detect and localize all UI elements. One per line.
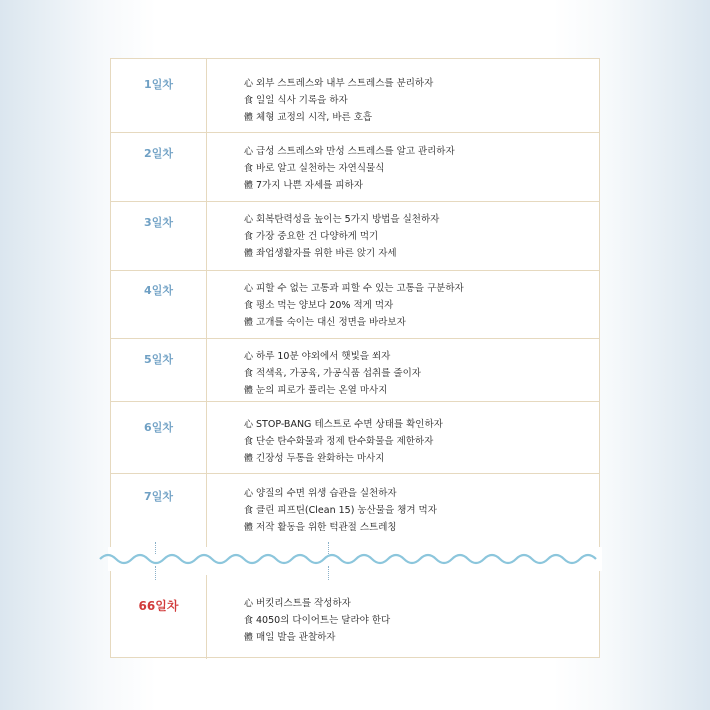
day-items (244, 75, 433, 126)
day-label-final: 66일차 (138, 599, 179, 613)
day-label: 4일차 (144, 284, 173, 297)
row-divider (111, 201, 599, 202)
day-items (244, 485, 437, 536)
ellipsis-dots (155, 542, 156, 554)
day-items (244, 595, 390, 646)
food-icon: 食 (244, 506, 254, 516)
list-item: 食 가장 중요한 건 다양하게 먹기 (244, 231, 379, 242)
food-icon: 食 (244, 369, 254, 379)
mind-icon: 心 (244, 352, 254, 362)
food-icon: 食 (244, 232, 254, 242)
list-item: 體 7가지 나쁜 자세를 피하자 (244, 180, 363, 191)
day-label: 2일차 (144, 147, 173, 160)
list-item: 心 하루 10분 야외에서 햇빛을 쐬자 (244, 351, 391, 362)
list-item: 食 적색육, 가공육, 가공식품 섭취를 줄이자 (244, 368, 421, 379)
list-item: 心 피할 수 없는 고통과 피할 수 있는 고통을 구분하자 (244, 283, 464, 294)
list-item: 心 STOP-BANG 테스트로 수면 상태를 확인하자 (244, 419, 443, 430)
row-divider (111, 338, 599, 339)
day-label: 6일차 (144, 421, 173, 434)
list-item: 食 일일 식사 기록을 하자 (244, 95, 348, 106)
row-divider (111, 270, 599, 271)
ellipsis-dots (328, 566, 329, 580)
mind-icon: 心 (244, 284, 254, 294)
list-item: 心 급성 스트레스와 만성 스트레스를 알고 관리하자 (244, 146, 455, 157)
list-item: 食 바로 알고 실천하는 자연식물식 (244, 163, 385, 174)
mind-icon: 心 (244, 215, 254, 225)
day-label: 7일차 (144, 490, 173, 503)
list-item: 體 고개를 숙이는 대신 정면을 바라보자 (244, 317, 406, 328)
list-item: 體 저작 활동을 위한 턱관절 스트레칭 (244, 522, 397, 533)
list-item: 食 클린 피프틴(Clean 15) 농산물을 챙겨 먹자 (244, 505, 437, 516)
body-icon: 體 (244, 318, 254, 328)
day-items (244, 416, 443, 467)
ellipsis-dots (328, 542, 329, 554)
list-item: 食 4050의 다이어트는 달라야 한다 (244, 615, 391, 626)
mind-icon: 心 (244, 79, 254, 89)
day-label: 5일차 (144, 353, 173, 366)
row-divider (111, 473, 599, 474)
mind-icon: 心 (244, 599, 254, 609)
list-item: 體 매일 발을 관찰하자 (244, 632, 336, 643)
mind-icon: 心 (244, 147, 254, 157)
food-icon: 食 (244, 164, 254, 174)
food-icon: 食 (244, 301, 254, 311)
day-items (244, 211, 439, 262)
body-icon: 體 (244, 523, 254, 533)
list-item: 食 평소 먹는 양보다 20% 적게 먹자 (244, 300, 394, 311)
food-icon: 食 (244, 437, 254, 447)
list-item: 體 눈의 피로가 풀리는 온열 마사지 (244, 385, 388, 396)
list-item: 心 버킷리스트를 작성하자 (244, 598, 351, 609)
food-icon: 食 (244, 616, 254, 626)
day-items (244, 143, 455, 194)
body-icon: 體 (244, 633, 254, 643)
body-icon: 體 (244, 386, 254, 396)
mind-icon: 心 (244, 489, 254, 499)
row-divider (111, 132, 599, 133)
column-divider (206, 575, 207, 659)
list-item: 體 체형 교정의 시작, 바른 호흡 (244, 112, 373, 123)
day-label: 3일차 (144, 216, 173, 229)
list-item: 心 외부 스트레스와 내부 스트레스를 분리하자 (244, 78, 434, 89)
mind-icon: 心 (244, 420, 254, 430)
ellipsis-dots (155, 566, 156, 580)
row-divider (111, 401, 599, 402)
list-item: 食 단순 탄수화물과 정제 탄수화물을 제한하자 (244, 436, 434, 447)
food-icon: 食 (244, 96, 254, 106)
list-item: 體 긴장성 두통을 완화하는 마사지 (244, 453, 385, 464)
day-label: 1일차 (144, 78, 173, 91)
list-item: 體 좌업생활자를 위한 바른 앉기 자세 (244, 248, 397, 259)
list-item: 心 회복탄력성을 높이는 5가지 방법을 실천하자 (244, 214, 440, 225)
body-icon: 體 (244, 249, 254, 259)
body-icon: 體 (244, 181, 254, 191)
wave-break-divider (0, 544, 710, 574)
body-icon: 體 (244, 454, 254, 464)
list-item: 心 양질의 수면 위생 습관을 실천하자 (244, 488, 397, 499)
day-items (244, 280, 464, 331)
body-icon: 體 (244, 113, 254, 123)
day-items (244, 348, 421, 399)
